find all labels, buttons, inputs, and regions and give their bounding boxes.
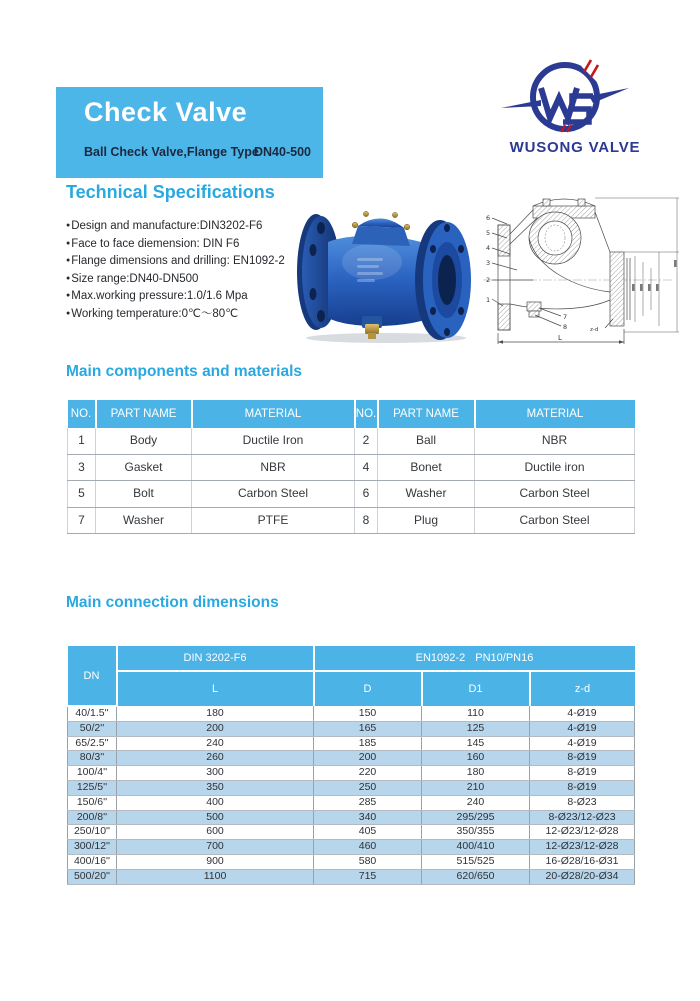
drawing-callout: 1 [486,296,491,304]
cell: 620/650 [422,869,530,884]
cell: 1 [68,428,96,454]
cell: 3 [68,454,96,481]
bullet-icon: ● [66,222,71,229]
cell: 500/20'' [68,869,117,884]
cell: Gasket [96,454,192,481]
drawing-callout: 6 [486,214,491,222]
components-table [67,400,635,534]
table-header-row [68,400,635,428]
cell: 100/4'' [68,766,117,781]
cell: 185 [314,736,422,751]
table-row [68,454,635,481]
cell: Washer [96,507,192,534]
cell: 180 [117,706,314,721]
cell: 4-Ø19 [530,706,635,721]
spec-item [66,287,301,305]
col-header: D1 [422,671,530,706]
cell: 700 [117,840,314,855]
section-heading-technical-specifications: Technical Specifications [66,182,275,202]
drawing-callout: 4 [486,244,491,252]
table-row [68,795,635,810]
page-title: Check Valve [84,97,248,127]
table-row [68,825,635,840]
cell: 7 [68,507,96,534]
table-row [68,869,635,884]
drawing-length-label: L [558,334,562,342]
col-header: PART NAME [378,400,475,428]
cell: 8-Ø19 [530,766,635,781]
cell: 240 [422,795,530,810]
cell: 1100 [117,869,314,884]
spec-item [66,305,301,323]
cell: 210 [422,780,530,795]
col-header: NO. [355,400,378,428]
bullet-icon: ● [66,309,71,317]
dimensions-table [67,646,635,885]
cell: 600 [117,825,314,840]
cell: 250 [314,780,422,795]
cell: Plug [378,507,475,534]
cell: 240 [117,736,314,751]
cell: 200 [314,751,422,766]
drawing-callout: 8 [563,323,568,331]
cell: 16-Ø28/16-Ø31 [530,854,635,869]
cell: 160 [422,751,530,766]
col-header-en: EN1092-2 PN10/PN16 [314,646,635,671]
cell: 260 [117,751,314,766]
table-header-row [68,646,635,671]
cell: 12-Ø23/12-Ø28 [530,825,635,840]
cell: 150/6'' [68,795,117,810]
cell: 4-Ø19 [530,736,635,751]
table-row [68,721,635,736]
cell: 4-Ø19 [530,721,635,736]
valve-photo [294,198,478,344]
cell: 65/2.5'' [68,736,117,751]
cell: Carbon Steel [192,481,355,508]
cell: 340 [314,810,422,825]
cell: 8-Ø23 [530,795,635,810]
table-row [68,706,635,721]
cell: 4 [355,454,378,481]
cell: 580 [314,854,422,869]
cell: 515/525 [422,854,530,869]
col-header: z-d [530,671,635,706]
spec-text: Size range:DN40-DN500 [71,272,199,285]
cell: 295/295 [422,810,530,825]
cell: 50/2'' [68,721,117,736]
table-row [68,751,635,766]
cell: NBR [475,428,635,454]
cell: Carbon Steel [475,507,635,534]
cell: 715 [314,869,422,884]
col-header: MATERIAL [192,400,355,428]
cell: 20-Ø28/20-Ø34 [530,869,635,884]
spec-text: Flange dimensions and drilling: EN1092-2 [71,255,285,267]
cell: 220 [314,766,422,781]
cell: 8 [355,507,378,534]
col-header-dn: DN [68,646,117,706]
cell: 400/410 [422,840,530,855]
product-subtitle: Ball Check Valve,Flange Type [84,145,259,159]
table-row [68,481,635,508]
cell: 110 [422,706,530,721]
drawing-holes-label: z-d [590,327,599,333]
cell: 145 [422,736,530,751]
cell: Ball [378,428,475,454]
header-banner [56,87,323,178]
cell: PTFE [192,507,355,534]
cell: 12-Ø23/12-Ø28 [530,840,635,855]
table-row [68,854,635,869]
table-row [68,428,635,454]
cell: 300 [117,766,314,781]
cell: 285 [314,795,422,810]
table-row [68,766,635,781]
cell: Washer [378,481,475,508]
table-row [68,810,635,825]
cell: Body [96,428,192,454]
cell: 250/10'' [68,825,117,840]
cell: 180 [422,766,530,781]
cell: 165 [314,721,422,736]
cell: 6 [355,481,378,508]
cell: 350 [117,780,314,795]
cell: 200/8'' [68,810,117,825]
cell: NBR [192,454,355,481]
drawing-callout: 3 [486,259,491,267]
cell: Bolt [96,481,192,508]
company-logo-icon [499,54,631,140]
bullet-icon: ● [66,257,71,264]
cell: 40/1.5'' [68,706,117,721]
spec-text: Working temperature:0℃～80℃ [71,307,239,320]
size-range-label: DN40-500 [254,145,311,159]
bullet-icon: ● [66,292,71,299]
spec-list [66,217,301,322]
drawing-callout: 2 [486,276,491,284]
cell: 5 [68,481,96,508]
bullet-icon: ● [66,274,71,282]
cell: Carbon Steel [475,481,635,508]
cell: 300/12'' [68,840,117,855]
cell: 150 [314,706,422,721]
cell: 125/5'' [68,780,117,795]
cell: 8-Ø19 [530,780,635,795]
cell: 80/3'' [68,751,117,766]
col-header: MATERIAL [475,400,635,428]
cell: 125 [422,721,530,736]
cell: 900 [117,854,314,869]
bullet-icon: ● [66,239,71,247]
section-heading-dimensions: Main connection dimensions [66,594,279,611]
cell: 8-Ø23/12-Ø23 [530,810,635,825]
col-header: NO. [68,400,96,428]
cell: 8-Ø19 [530,751,635,766]
valve-section-drawing [477,192,695,350]
spec-item [66,270,301,288]
cell: 400/16'' [68,854,117,869]
cell: 2 [355,428,378,454]
cell: 200 [117,721,314,736]
company-name: WUSONG VALVE [509,139,641,156]
spec-text: Face to face diemension: DIN F6 [71,237,240,250]
spec-item [66,235,301,253]
section-heading-components: Main components and materials [66,363,302,380]
table-subheader-row [68,671,635,706]
cell: 350/355 [422,825,530,840]
cell: 500 [117,810,314,825]
spec-text: Max.working pressure:1.0/1.6 Mpa [71,290,248,302]
col-header: L [117,671,314,706]
cell: Bonet [378,454,475,481]
drawing-callout: 7 [563,313,568,321]
table-row [68,840,635,855]
col-header: D [314,671,422,706]
table-row [68,780,635,795]
cell: Ductile iron [475,454,635,481]
spec-text: Design and manufacture:DIN3202-F6 [71,220,263,232]
table-row [68,507,635,534]
cell: 405 [314,825,422,840]
spec-item [66,217,301,235]
table-row [68,736,635,751]
spec-item [66,252,301,270]
cell: 400 [117,795,314,810]
col-header: PART NAME [96,400,192,428]
col-header-din: DIN 3202-F6 [117,646,314,671]
drawing-callout: 5 [486,229,491,237]
cell: Ductile Iron [192,428,355,454]
cell: 460 [314,840,422,855]
